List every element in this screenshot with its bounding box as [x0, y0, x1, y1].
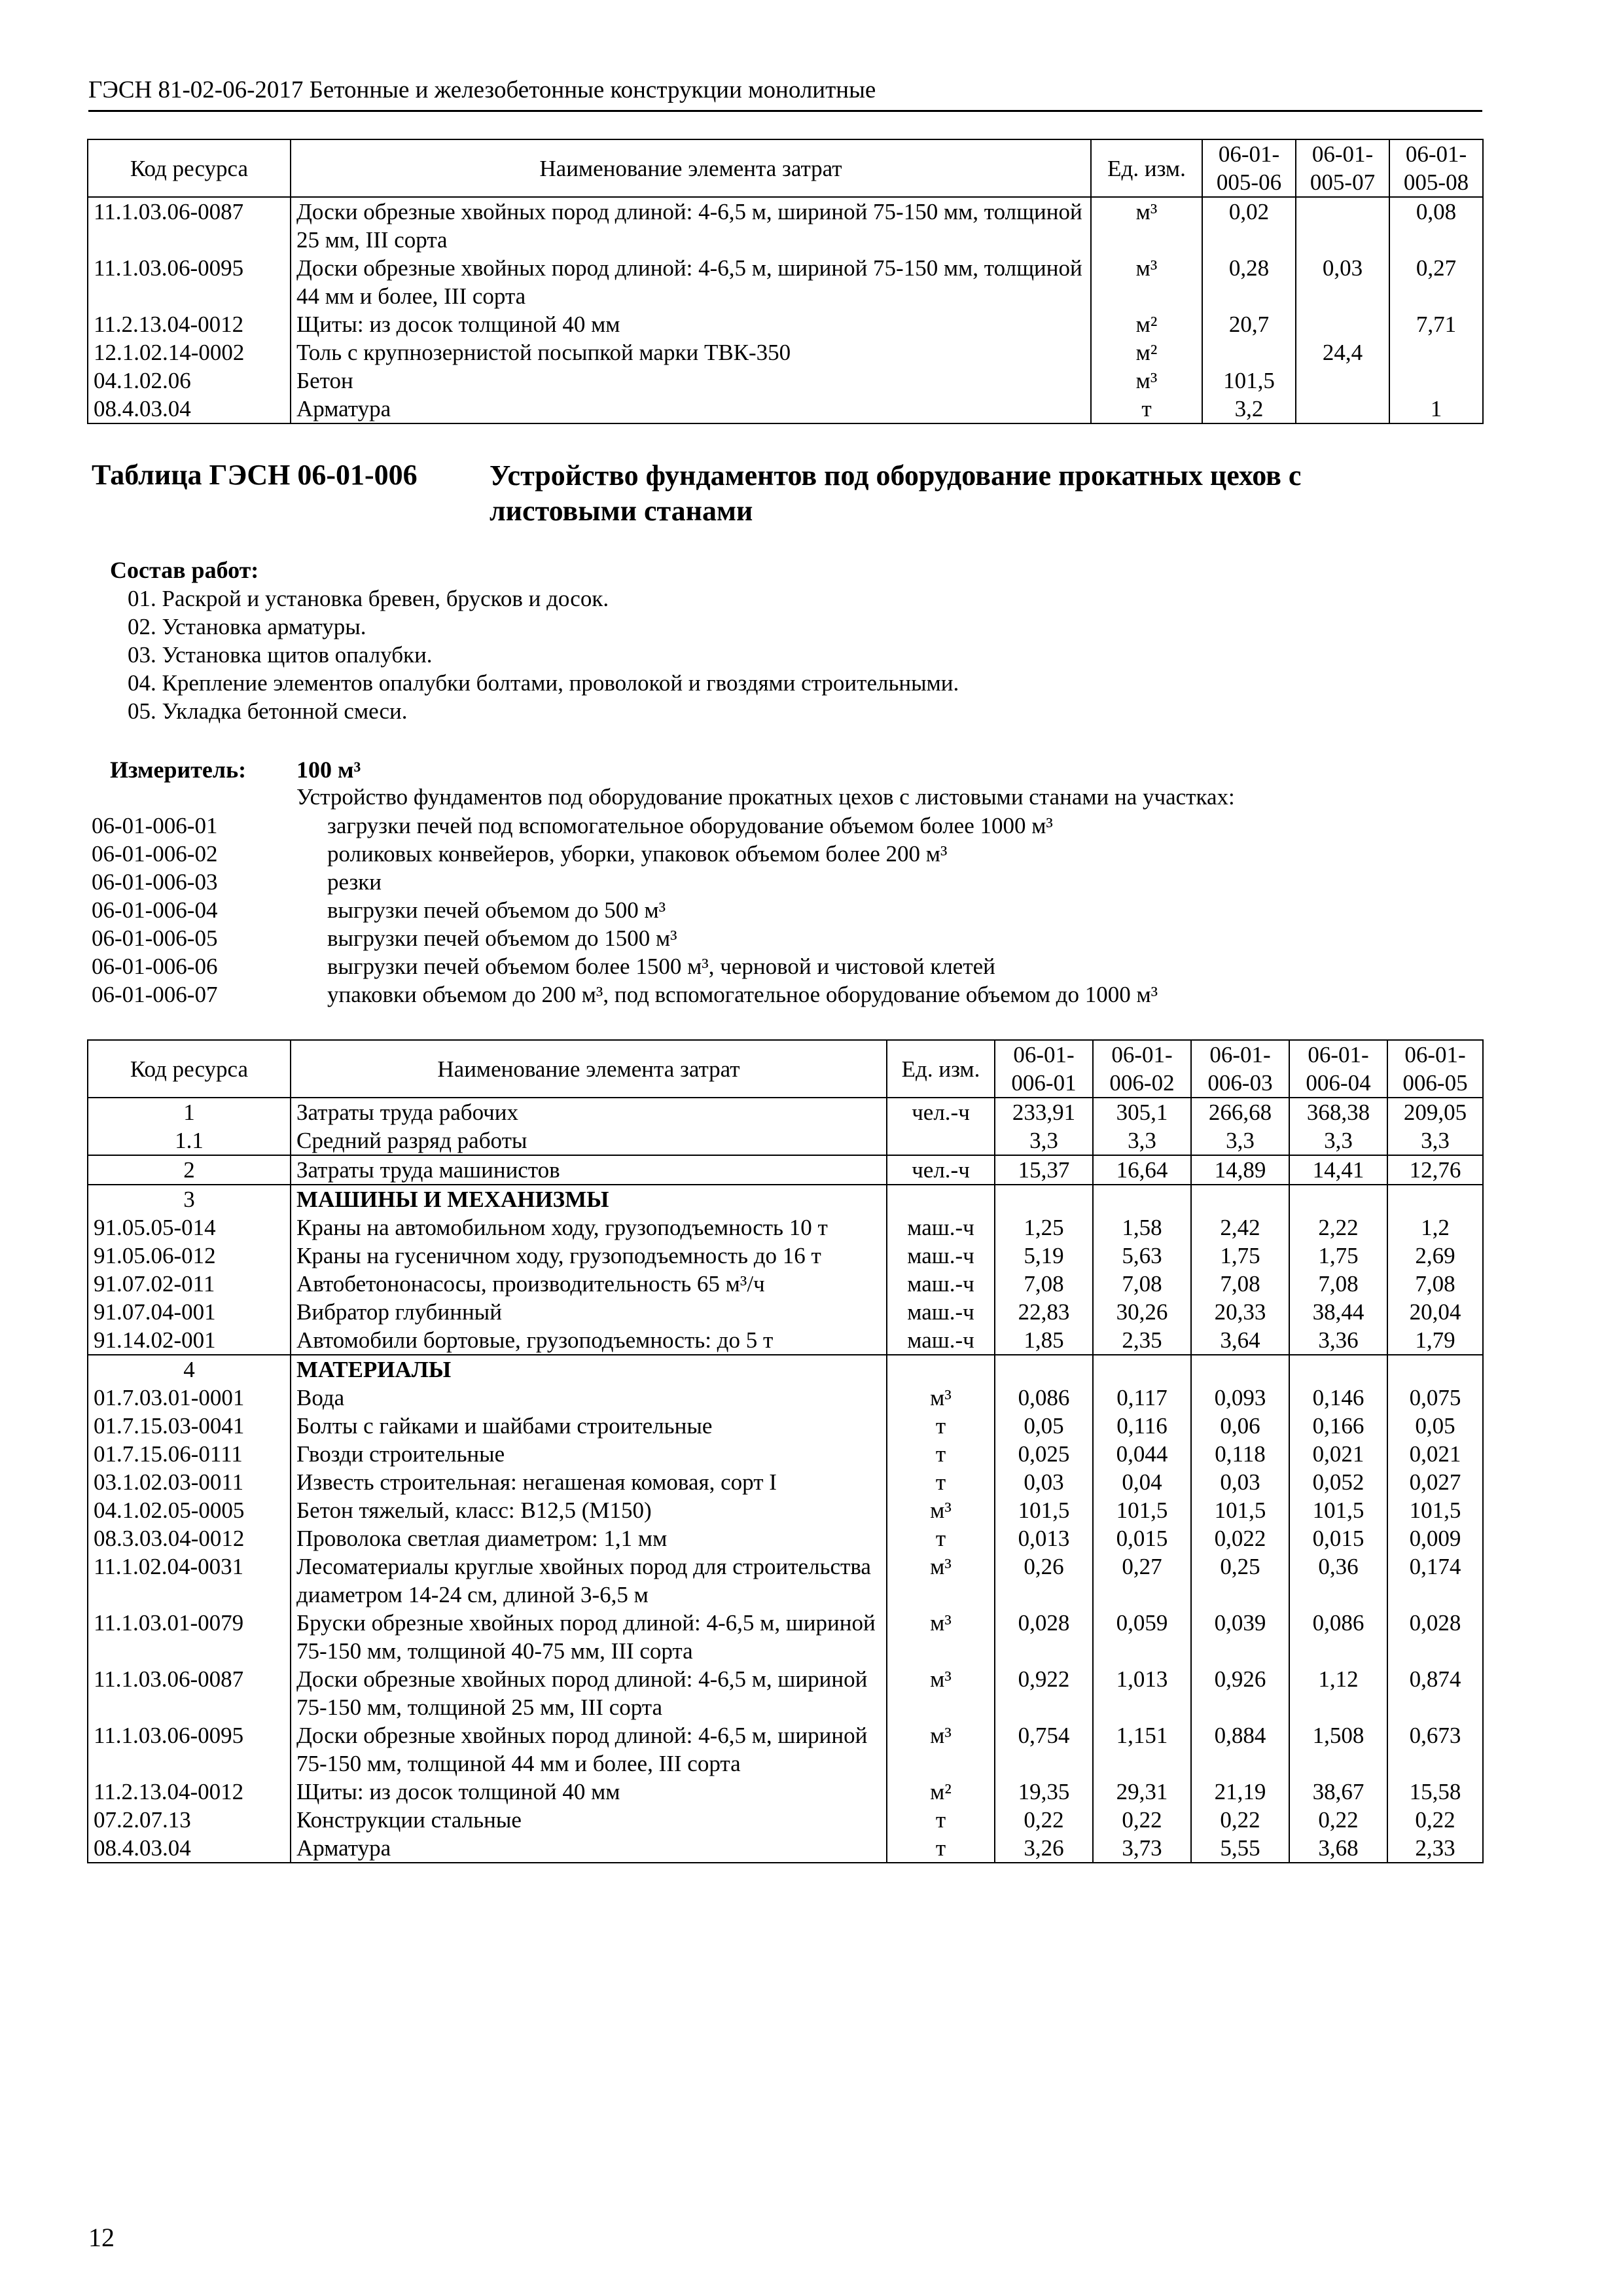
resource-name-cell: Средний разряд работы: [291, 1126, 887, 1155]
value-cell: 15,58: [1387, 1778, 1483, 1806]
value-cell: 0,021: [1387, 1440, 1483, 1468]
value-cell: 0,044: [1093, 1440, 1191, 1468]
value-cell: 0,075: [1387, 1384, 1483, 1412]
resource-table-005: [87, 139, 1484, 424]
value-cell: 0,26: [995, 1552, 1093, 1609]
value-cell: 101,5: [1289, 1496, 1387, 1524]
resource-code-cell: 03.1.02.03-0011: [88, 1468, 291, 1496]
value-cell: 0,039: [1191, 1609, 1289, 1665]
col-header: 06-01-005-08: [1389, 139, 1483, 197]
measure-text: выгрузки печей объемом более 1500 м³, черновой и чистовой клетей: [327, 954, 995, 979]
value-cell: 15,37: [995, 1155, 1093, 1185]
value-cell: [1202, 338, 1296, 367]
work-item: 02. Установка арматуры.: [128, 614, 366, 639]
value-cell: 0,06: [1191, 1412, 1289, 1440]
table-row: [88, 1665, 1483, 1721]
resource-name-cell: Щиты: из досок толщиной 40 мм: [291, 1778, 887, 1806]
value-cell: 3,64: [1191, 1326, 1289, 1355]
resource-code-cell: 1.1: [88, 1126, 291, 1155]
resource-name-cell: МАТЕРИАЛЫ: [291, 1355, 887, 1384]
value-cell: 1,75: [1191, 1242, 1289, 1270]
value-cell: 7,08: [1093, 1270, 1191, 1298]
measure-text: выгрузки печей объемом до 500 м³: [327, 897, 666, 923]
resource-table-006: [87, 1039, 1484, 1863]
unit-cell: т: [887, 1468, 995, 1496]
resource-code-cell: 08.3.03.04-0012: [88, 1524, 291, 1552]
value-cell: 0,754: [995, 1721, 1093, 1778]
resource-code-cell: 11.1.03.01-0079: [88, 1609, 291, 1665]
measure-code: 06-01-006-04: [92, 897, 218, 923]
value-cell: 0,05: [995, 1412, 1093, 1440]
value-cell: 3,26: [995, 1834, 1093, 1863]
measure-code: 06-01-006-01: [92, 813, 218, 838]
value-cell: 0,27: [1093, 1552, 1191, 1609]
resource-code-cell: 1: [88, 1098, 291, 1126]
table-number-title: Таблица ГЭСН 06-01-006: [92, 459, 418, 491]
table-row: [88, 1126, 1483, 1155]
value-cell: 0,015: [1093, 1524, 1191, 1552]
measure-code: 06-01-006-02: [92, 841, 218, 867]
measure-code: 06-01-006-06: [92, 954, 218, 979]
value-cell: 0,174: [1387, 1552, 1483, 1609]
resource-name-cell: Доски обрезные хвойных пород длиной: 4-6,5 м, шириной 75-150 мм, толщиной 25 мм, III сорта: [291, 1665, 887, 1721]
resource-code-cell: 07.2.07.13: [88, 1806, 291, 1834]
value-cell: 101,5: [1202, 367, 1296, 395]
value-cell: [1387, 1185, 1483, 1213]
resource-code-cell: 11.1.02.04-0031: [88, 1552, 291, 1609]
measure-description: Устройство фундаментов под оборудование прокатных цехов с листовыми станами на участках:: [296, 784, 1235, 810]
resource-code-cell: 91.07.04-001: [88, 1298, 291, 1326]
value-cell: 0,027: [1387, 1468, 1483, 1496]
measure-label: Измеритель:: [110, 757, 247, 783]
resource-name-cell: МАШИНЫ И МЕХАНИЗМЫ: [291, 1185, 887, 1213]
table-row: [88, 1242, 1483, 1270]
value-cell: 101,5: [1191, 1496, 1289, 1524]
value-cell: 0,009: [1387, 1524, 1483, 1552]
value-cell: 1,79: [1387, 1326, 1483, 1355]
value-cell: 19,35: [995, 1778, 1093, 1806]
value-cell: 0,22: [995, 1806, 1093, 1834]
value-cell: 101,5: [1387, 1496, 1483, 1524]
table-row: [88, 254, 1483, 310]
table-row: [88, 1412, 1483, 1440]
value-cell: 16,64: [1093, 1155, 1191, 1185]
unit-cell: т: [1091, 395, 1202, 423]
work-item: 05. Укладка бетонной смеси.: [128, 698, 408, 724]
col-header: 06-01-006-02: [1093, 1040, 1191, 1098]
unit-cell: м³: [1091, 254, 1202, 310]
resource-name-cell: Автобетононасосы, производительность 65 м³/ч: [291, 1270, 887, 1298]
value-cell: [1389, 338, 1483, 367]
value-cell: 233,91: [995, 1098, 1093, 1126]
value-cell: 0,28: [1202, 254, 1296, 310]
value-cell: [1093, 1185, 1191, 1213]
value-cell: 0,884: [1191, 1721, 1289, 1778]
value-cell: 20,04: [1387, 1298, 1483, 1326]
value-cell: [1296, 395, 1389, 423]
value-cell: 0,021: [1289, 1440, 1387, 1468]
col-header: 06-01-006-05: [1387, 1040, 1483, 1098]
table-row: [88, 338, 1483, 367]
unit-cell: т: [887, 1524, 995, 1552]
measure-code: 06-01-006-05: [92, 925, 218, 951]
unit-cell: м³: [887, 1665, 995, 1721]
value-cell: 3,73: [1093, 1834, 1191, 1863]
table-row: [88, 1384, 1483, 1412]
measure-text: роликовых конвейеров, уборки, упаковок объемом более 200 м³: [327, 841, 948, 867]
value-cell: 5,19: [995, 1242, 1093, 1270]
measure-text: упаковки объемом до 200 м³, под вспомогательное оборудование объемом до 1000 м³: [327, 982, 1158, 1007]
resource-name-cell: Автомобили бортовые, грузоподъемность: до 5 т: [291, 1326, 887, 1355]
value-cell: 0,22: [1191, 1806, 1289, 1834]
value-cell: 0,02: [1202, 197, 1296, 254]
value-cell: 0,03: [1296, 254, 1389, 310]
resource-code-cell: 01.7.15.06-0111: [88, 1440, 291, 1468]
value-cell: 0,052: [1289, 1468, 1387, 1496]
work-item: 01. Раскрой и установка бревен, брусков и досок.: [128, 586, 609, 611]
value-cell: 1,58: [1093, 1213, 1191, 1242]
value-cell: 368,38: [1289, 1098, 1387, 1126]
value-cell: 7,08: [1387, 1270, 1483, 1298]
resource-name-cell: Арматура: [291, 1834, 887, 1863]
resource-name-cell: Арматура: [291, 395, 1091, 423]
col-header: 06-01-006-04: [1289, 1040, 1387, 1098]
value-cell: [1289, 1355, 1387, 1384]
value-cell: 0,028: [995, 1609, 1093, 1665]
value-cell: 7,08: [1289, 1270, 1387, 1298]
value-cell: 209,05: [1387, 1098, 1483, 1126]
resource-name-cell: Доски обрезные хвойных пород длиной: 4-6,5 м, шириной 75-150 мм, толщиной 25 мм, III сорта: [291, 197, 1091, 254]
value-cell: [1296, 197, 1389, 254]
work-item: 03. Установка щитов опалубки.: [128, 642, 433, 668]
table-row: [88, 1270, 1483, 1298]
value-cell: 2,33: [1387, 1834, 1483, 1863]
value-cell: 0,27: [1389, 254, 1483, 310]
page-number: 12: [88, 2223, 115, 2252]
resource-name-cell: Толь с крупнозернистой посыпкой марки ТВК-350: [291, 338, 1091, 367]
value-cell: 7,08: [1191, 1270, 1289, 1298]
value-cell: 0,086: [995, 1384, 1093, 1412]
table-row: [88, 1496, 1483, 1524]
value-cell: 0,04: [1093, 1468, 1191, 1496]
value-cell: 0,05: [1387, 1412, 1483, 1440]
resource-code-cell: 12.1.02.14-0002: [88, 338, 291, 367]
col-header: Ед. изм.: [1091, 139, 1202, 197]
resource-code-cell: 2: [88, 1155, 291, 1185]
resource-name-cell: Затраты труда машинистов: [291, 1155, 887, 1185]
value-cell: 3,3: [1387, 1126, 1483, 1155]
value-cell: 1,12: [1289, 1665, 1387, 1721]
resource-code-cell: 11.1.03.06-0087: [88, 197, 291, 254]
value-cell: 0,022: [1191, 1524, 1289, 1552]
col-header: Ед. изм.: [887, 1040, 995, 1098]
value-cell: 20,33: [1191, 1298, 1289, 1326]
unit-cell: м³: [1091, 197, 1202, 254]
unit-cell: м³: [887, 1384, 995, 1412]
col-header: Наименование элемента затрат: [291, 139, 1091, 197]
value-cell: 21,19: [1191, 1778, 1289, 1806]
value-cell: 2,22: [1289, 1213, 1387, 1242]
resource-code-cell: 3: [88, 1185, 291, 1213]
resource-name-cell: Бруски обрезные хвойных пород длиной: 4-6,5 м, шириной 75-150 мм, толщиной 40-75 мм, III сорта: [291, 1609, 887, 1665]
value-cell: 1,85: [995, 1326, 1093, 1355]
value-cell: 1,508: [1289, 1721, 1387, 1778]
resource-name-cell: Щиты: из досок толщиной 40 мм: [291, 310, 1091, 338]
unit-cell: [887, 1126, 995, 1155]
value-cell: 7,08: [995, 1270, 1093, 1298]
value-cell: [1289, 1185, 1387, 1213]
unit-cell: т: [887, 1440, 995, 1468]
value-cell: [1296, 367, 1389, 395]
value-cell: 0,146: [1289, 1384, 1387, 1412]
unit-cell: т: [887, 1412, 995, 1440]
table-row: [88, 1098, 1483, 1126]
resource-name-cell: Гвозди строительные: [291, 1440, 887, 1468]
table-row: [88, 1155, 1483, 1185]
resource-name-cell: Доски обрезные хвойных пород длиной: 4-6,5 м, шириной 75-150 мм, толщиной 44 мм и более, III сорта: [291, 254, 1091, 310]
col-header: 06-01-006-01: [995, 1040, 1093, 1098]
unit-cell: м²: [1091, 338, 1202, 367]
table-header-row: [88, 1040, 1483, 1098]
value-cell: 0,028: [1387, 1609, 1483, 1665]
resource-name-cell: Проволока светлая диаметром: 1,1 мм: [291, 1524, 887, 1552]
table-row: [88, 197, 1483, 254]
value-cell: 22,83: [995, 1298, 1093, 1326]
table-row: [88, 1552, 1483, 1609]
resource-code-cell: 91.05.06-012: [88, 1242, 291, 1270]
value-cell: 101,5: [1093, 1496, 1191, 1524]
value-cell: 0,03: [995, 1468, 1093, 1496]
table-row: [88, 1834, 1483, 1863]
value-cell: 0,22: [1387, 1806, 1483, 1834]
value-cell: 0,922: [995, 1665, 1093, 1721]
resource-name-cell: Вибратор глубинный: [291, 1298, 887, 1326]
col-header: Код ресурса: [88, 139, 291, 197]
value-cell: 0,22: [1289, 1806, 1387, 1834]
resource-name-cell: Известь строительная: негашеная комовая, сорт I: [291, 1468, 887, 1496]
unit-cell: м³: [1091, 367, 1202, 395]
resource-code-cell: 11.1.03.06-0095: [88, 1721, 291, 1778]
table-row: [88, 1440, 1483, 1468]
unit-cell: т: [887, 1834, 995, 1863]
resource-name-cell: Краны на автомобильном ходу, грузоподъемность 10 т: [291, 1213, 887, 1242]
value-cell: 0,36: [1289, 1552, 1387, 1609]
resource-code-cell: 11.2.13.04-0012: [88, 310, 291, 338]
table-row: [88, 1524, 1483, 1552]
value-cell: 1,75: [1289, 1242, 1387, 1270]
value-cell: [1389, 367, 1483, 395]
value-cell: 0,116: [1093, 1412, 1191, 1440]
resource-code-cell: 91.07.02-011: [88, 1270, 291, 1298]
value-cell: [1191, 1355, 1289, 1384]
unit-cell: маш.-ч: [887, 1213, 995, 1242]
resource-name-cell: Болты с гайками и шайбами строительные: [291, 1412, 887, 1440]
resource-name-cell: Вода: [291, 1384, 887, 1412]
table-header-row: [88, 139, 1483, 197]
col-header: 06-01-005-07: [1296, 139, 1389, 197]
value-cell: 2,69: [1387, 1242, 1483, 1270]
value-cell: 7,71: [1389, 310, 1483, 338]
table-row: [88, 1326, 1483, 1355]
col-header: Код ресурса: [88, 1040, 291, 1098]
table-row: [88, 1213, 1483, 1242]
measure-code: 06-01-006-07: [92, 982, 218, 1007]
unit-cell: [887, 1185, 995, 1213]
resource-code-cell: 91.05.05-014: [88, 1213, 291, 1242]
value-cell: 3,3: [1289, 1126, 1387, 1155]
value-cell: 101,5: [995, 1496, 1093, 1524]
unit-cell: м³: [887, 1721, 995, 1778]
value-cell: 3,3: [995, 1126, 1093, 1155]
value-cell: 0,093: [1191, 1384, 1289, 1412]
unit-cell: м²: [1091, 310, 1202, 338]
resource-code-cell: 11.1.03.06-0087: [88, 1665, 291, 1721]
value-cell: 0,673: [1387, 1721, 1483, 1778]
value-cell: 0,118: [1191, 1440, 1289, 1468]
resource-code-cell: 08.4.03.04: [88, 395, 291, 423]
value-cell: 0,025: [995, 1440, 1093, 1468]
table-row: [88, 1721, 1483, 1778]
table-row: [88, 1778, 1483, 1806]
header-rule: [88, 110, 1482, 112]
value-cell: [995, 1355, 1093, 1384]
value-cell: 0,25: [1191, 1552, 1289, 1609]
value-cell: [995, 1185, 1093, 1213]
value-cell: 14,41: [1289, 1155, 1387, 1185]
resource-name-cell: Краны на гусеничном ходу, грузоподъемность до 16 т: [291, 1242, 887, 1270]
resource-code-cell: 11.2.13.04-0012: [88, 1778, 291, 1806]
value-cell: 0,926: [1191, 1665, 1289, 1721]
resource-code-cell: 01.7.03.01-0001: [88, 1384, 291, 1412]
table-row: [88, 1355, 1483, 1384]
resource-name-cell: Бетон тяжелый, класс: В12,5 (М150): [291, 1496, 887, 1524]
unit-cell: м²: [887, 1778, 995, 1806]
value-cell: 1,013: [1093, 1665, 1191, 1721]
measure-text: загрузки печей под вспомогательное оборудование объемом более 1000 м³: [327, 813, 1053, 838]
value-cell: 1: [1389, 395, 1483, 423]
value-cell: 2,42: [1191, 1213, 1289, 1242]
table-row: [88, 1806, 1483, 1834]
value-cell: 0,086: [1289, 1609, 1387, 1665]
resource-name-cell: Бетон: [291, 367, 1091, 395]
table-row: [88, 395, 1483, 423]
value-cell: 0,117: [1093, 1384, 1191, 1412]
unit-cell: маш.-ч: [887, 1242, 995, 1270]
value-cell: 3,3: [1093, 1126, 1191, 1155]
col-header: 06-01-005-06: [1202, 139, 1296, 197]
value-cell: 38,67: [1289, 1778, 1387, 1806]
col-header: 06-01-006-03: [1191, 1040, 1289, 1098]
value-cell: 5,55: [1191, 1834, 1289, 1863]
resource-code-cell: 91.14.02-001: [88, 1326, 291, 1355]
table-row: [88, 1185, 1483, 1213]
value-cell: 5,63: [1093, 1242, 1191, 1270]
value-cell: 38,44: [1289, 1298, 1387, 1326]
unit-cell: м³: [887, 1496, 995, 1524]
unit-cell: т: [887, 1806, 995, 1834]
resource-code-cell: 01.7.15.03-0041: [88, 1412, 291, 1440]
running-header: ГЭСН 81-02-06-2017 Бетонные и железобетонные конструкции монолитные: [88, 77, 876, 103]
value-cell: 20,7: [1202, 310, 1296, 338]
resource-code-cell: 4: [88, 1355, 291, 1384]
value-cell: 30,26: [1093, 1298, 1191, 1326]
value-cell: [1296, 310, 1389, 338]
value-cell: 0,03: [1191, 1468, 1289, 1496]
value-cell: 3,36: [1289, 1326, 1387, 1355]
value-cell: 14,89: [1191, 1155, 1289, 1185]
resource-code-cell: 04.1.02.06: [88, 367, 291, 395]
unit-cell: м³: [887, 1552, 995, 1609]
unit-cell: чел.-ч: [887, 1155, 995, 1185]
value-cell: 29,31: [1093, 1778, 1191, 1806]
works-label: Состав работ:: [110, 557, 259, 583]
value-cell: 1,2: [1387, 1213, 1483, 1242]
value-cell: 3,68: [1289, 1834, 1387, 1863]
value-cell: [1387, 1355, 1483, 1384]
value-cell: 3,2: [1202, 395, 1296, 423]
value-cell: 0,059: [1093, 1609, 1191, 1665]
measure-text: резки: [327, 869, 382, 895]
value-cell: 2,35: [1093, 1326, 1191, 1355]
value-cell: 0,08: [1389, 197, 1483, 254]
value-cell: [1191, 1185, 1289, 1213]
table-subject-title: Устройство фундаментов под оборудование прокатных цехов с листовыми станами: [490, 459, 1302, 527]
table-row: [88, 367, 1483, 395]
col-header: Наименование элемента затрат: [291, 1040, 887, 1098]
table-row: [88, 1609, 1483, 1665]
resource-code-cell: 11.1.03.06-0095: [88, 254, 291, 310]
unit-cell: маш.-ч: [887, 1298, 995, 1326]
unit-cell: маш.-ч: [887, 1270, 995, 1298]
unit-cell: чел.-ч: [887, 1098, 995, 1126]
unit-cell: м³: [887, 1609, 995, 1665]
value-cell: 0,22: [1093, 1806, 1191, 1834]
unit-cell: [887, 1355, 995, 1384]
value-cell: 1,25: [995, 1213, 1093, 1242]
table-row: [88, 1468, 1483, 1496]
value-cell: 0,013: [995, 1524, 1093, 1552]
resource-name-cell: Затраты труда рабочих: [291, 1098, 887, 1126]
unit-cell: маш.-ч: [887, 1326, 995, 1355]
resource-name-cell: Доски обрезные хвойных пород длиной: 4-6,5 м, шириной 75-150 мм, толщиной 44 мм и более, III сорта: [291, 1721, 887, 1778]
value-cell: 3,3: [1191, 1126, 1289, 1155]
resource-code-cell: 04.1.02.05-0005: [88, 1496, 291, 1524]
value-cell: 266,68: [1191, 1098, 1289, 1126]
value-cell: 0,015: [1289, 1524, 1387, 1552]
value-cell: 0,874: [1387, 1665, 1483, 1721]
value-cell: [1093, 1355, 1191, 1384]
value-cell: 12,76: [1387, 1155, 1483, 1185]
measure-text: выгрузки печей объемом до 1500 м³: [327, 925, 677, 951]
table-row: [88, 1298, 1483, 1326]
measure-code: 06-01-006-03: [92, 869, 218, 895]
table-row: [88, 310, 1483, 338]
resource-name-cell: Лесоматериалы круглые хвойных пород для строительства диаметром 14-24 см, длиной 3-6,5 м: [291, 1552, 887, 1609]
value-cell: 1,151: [1093, 1721, 1191, 1778]
value-cell: 24,4: [1296, 338, 1389, 367]
resource-name-cell: Конструкции стальные: [291, 1806, 887, 1834]
work-item: 04. Крепление элементов опалубки болтами, проволокой и гвоздями строительными.: [128, 670, 959, 696]
value-cell: 0,166: [1289, 1412, 1387, 1440]
measure-value: 100 м³: [296, 757, 361, 783]
value-cell: 305,1: [1093, 1098, 1191, 1126]
resource-code-cell: 08.4.03.04: [88, 1834, 291, 1863]
